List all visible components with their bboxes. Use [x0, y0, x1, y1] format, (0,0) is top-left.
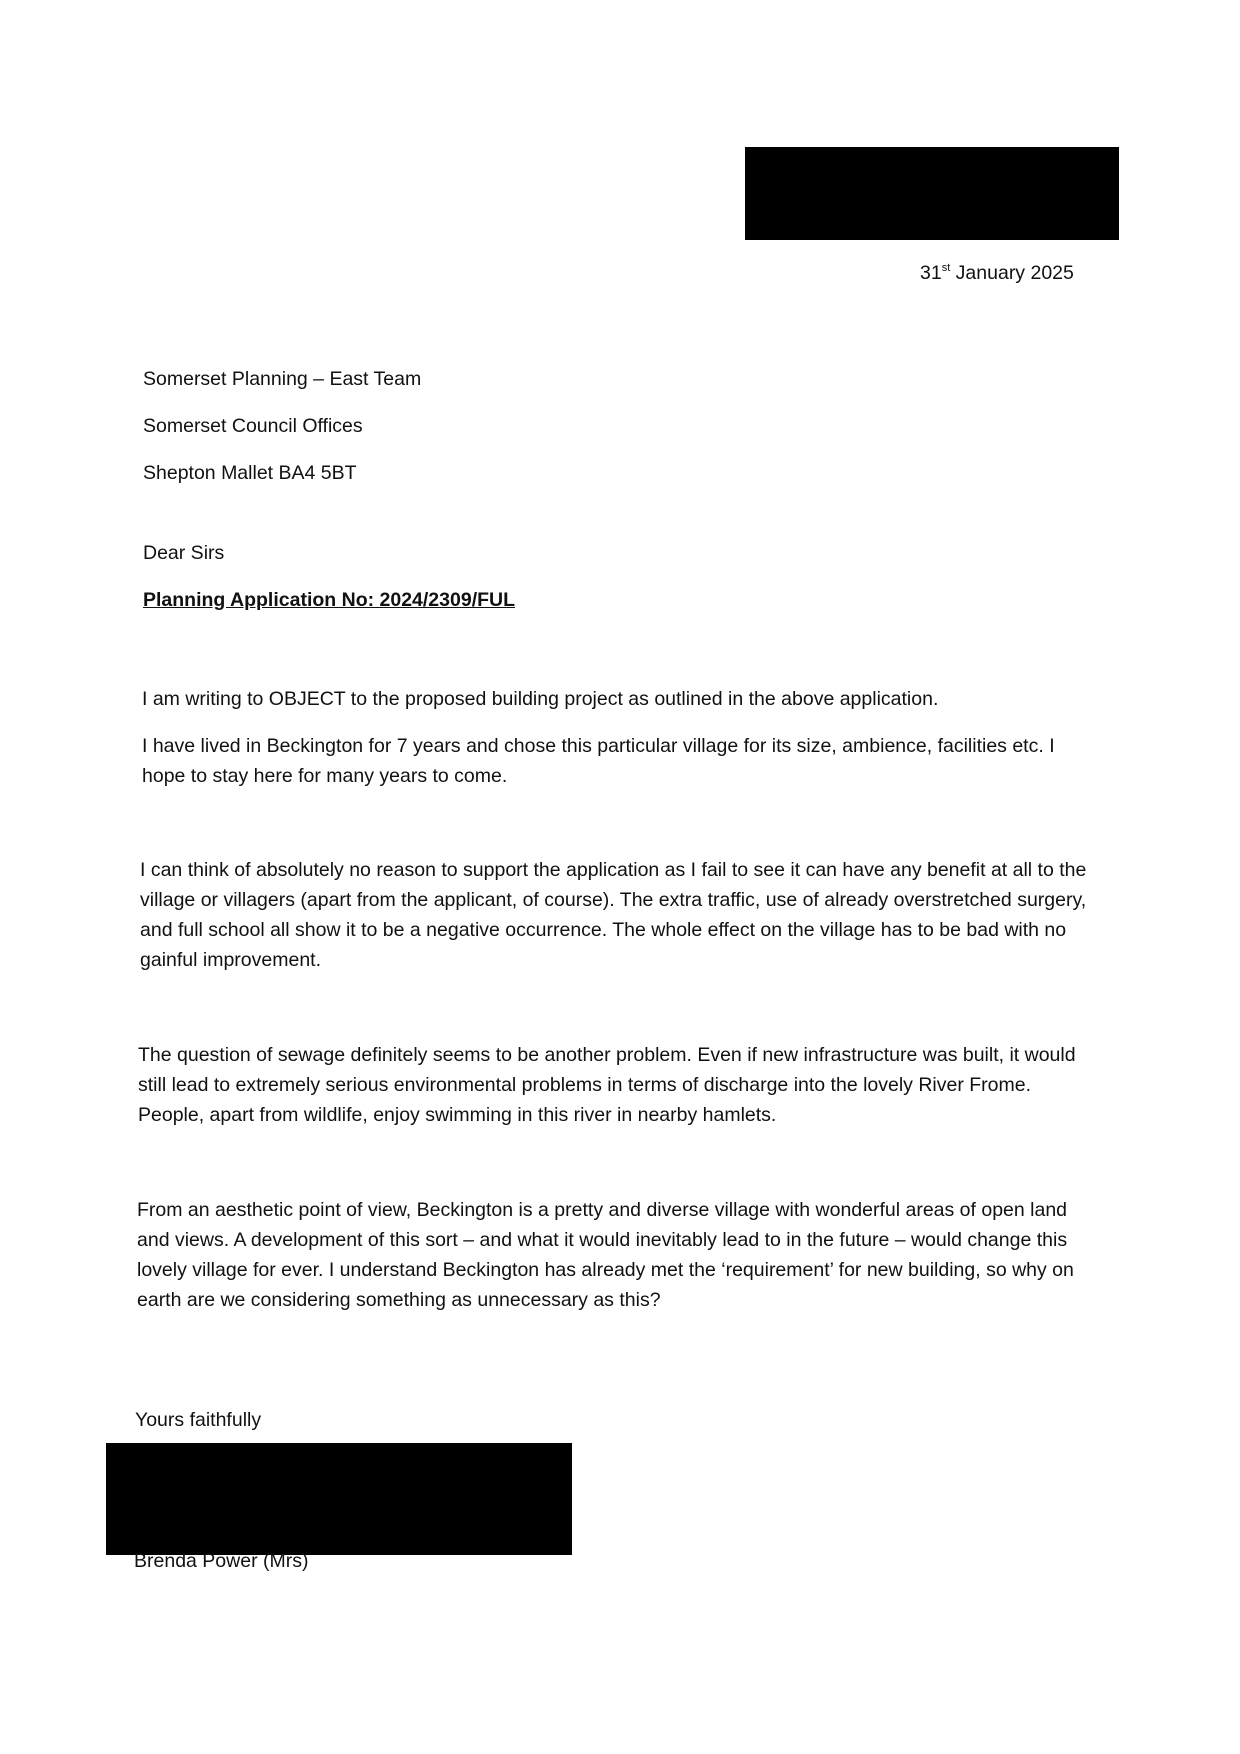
paragraph-aesthetic: From an aesthetic point of view, Beckington is a pretty and diverse village with wonderful areas of open land and views. A development of this sort – and what it would inevitably lead to in the future – would change this lovely village for ever. I understand Beckington has already met the ‘requirement’ for new building, so why on earth are we considering something as unnecessary as this? — [137, 1199, 1074, 1311]
salutation: Dear Sirs — [143, 542, 225, 564]
letter-date — [920, 262, 1074, 285]
paragraph-residence: I have lived in Beckington for 7 years and chose this particular village for its size, ambience, facilities etc. I hope to stay here for many years to come. — [142, 735, 1055, 787]
date-rest: January 2025 — [950, 262, 1074, 284]
application-reference: Planning Application No: 2024/2309/FUL — [143, 589, 516, 611]
paragraph-objection: I am writing to OBJECT to the proposed building project as outlined in the above application. — [142, 688, 939, 710]
date-suffix: st — [941, 262, 951, 274]
redacted-sender-address — [745, 147, 1119, 240]
signer-name: Brenda Power (Mrs) — [134, 1550, 309, 1572]
redacted-signature — [106, 1443, 572, 1555]
date-day: 31 — [920, 262, 942, 284]
recipient-line-1: Somerset Planning – East Team — [143, 368, 422, 390]
paragraph-no-benefit: I can think of absolutely no reason to support the application as I fail to see it can have any benefit at all to the village or villagers (apart from the applicant, of course). The extra traffic, use of already overstretched surgery, and full school all show it to be a negative occurrence. The whole effect on the village has to be bad with no gainful improvement. — [140, 859, 1087, 971]
recipient-line-2: Somerset Council Offices — [143, 415, 363, 437]
recipient-line-3: Shepton Mallet BA4 5BT — [143, 462, 357, 484]
paragraph-sewage: The question of sewage definitely seems to be another problem. Even if new infrastructure was built, it would still lead to extremely serious environmental problems in terms of discharge into the lovely River Frome. People, apart from wildlife, enjoy swimming in this river in nearby hamlets. — [138, 1044, 1076, 1126]
recipient-address — [143, 356, 421, 497]
closing: Yours faithfully — [135, 1409, 262, 1431]
